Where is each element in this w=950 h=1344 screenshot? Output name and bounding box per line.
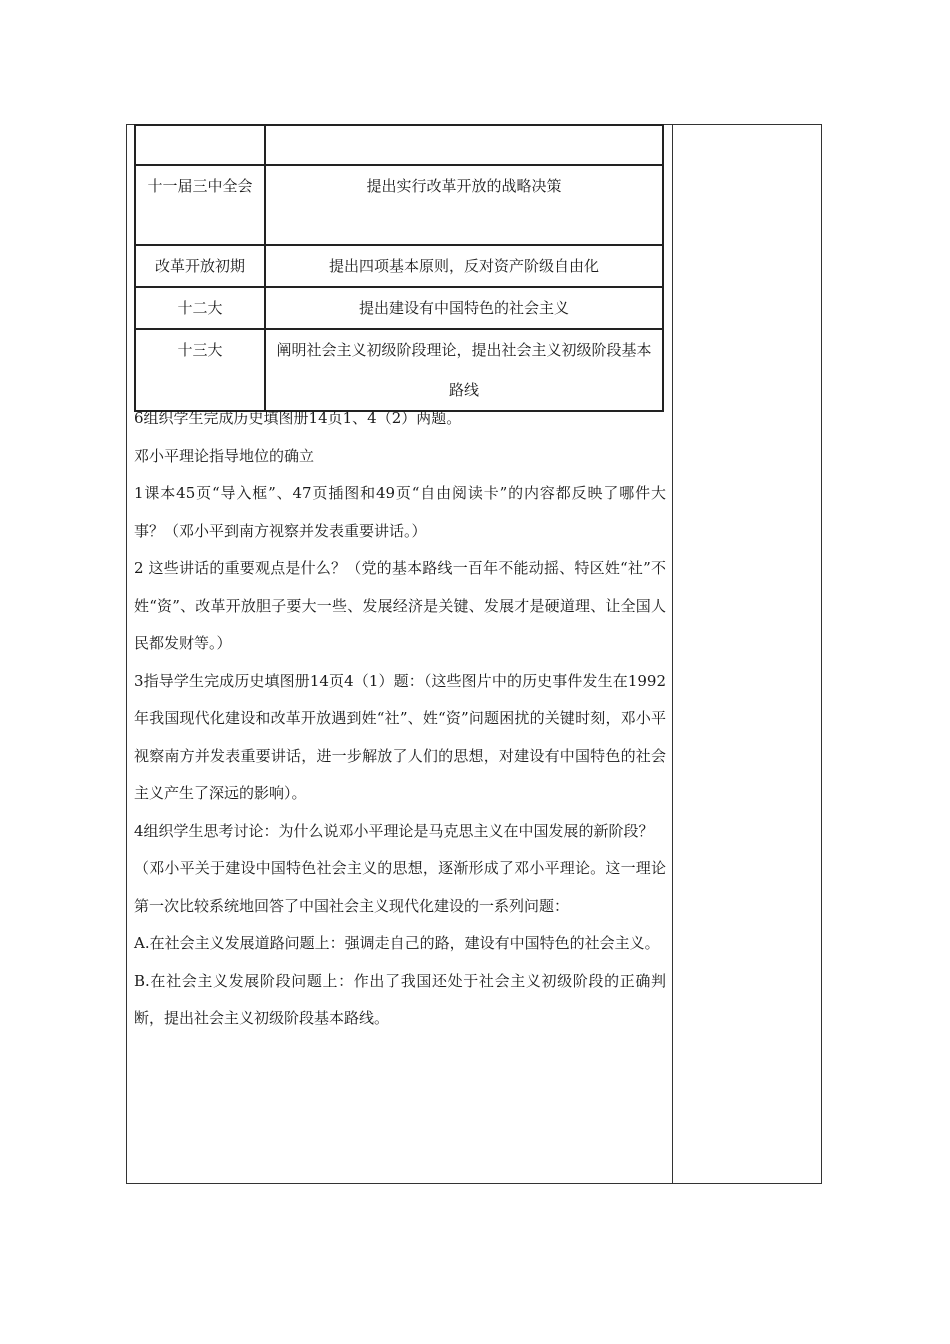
content-cell: 提出实行改革开放的战略决策	[265, 165, 663, 245]
table-row	[135, 329, 663, 411]
paragraph: 4组织学生思考讨论：为什么说邓小平理论是马克思主义在中国发展的新阶段？	[134, 821, 654, 840]
paragraph: 1课本45页“导入框”、47页插图和49页“自由阅读卡”的内容都反映了哪件大事？（邓小平到南方视察并发表重要讲话。）	[134, 484, 666, 540]
table-row	[135, 125, 663, 165]
content-cell	[265, 125, 663, 165]
paragraph: B.在社会主义发展阶段问题上：作出了我国还处于社会主义初级阶段的正确判断，提出社会主义初级阶段基本路线。	[134, 971, 666, 1027]
history-events-table	[134, 124, 664, 412]
section-heading: 邓小平理论指导地位的确立	[134, 446, 315, 465]
event-cell: 十二大	[135, 287, 265, 329]
content-cell: 阐明社会主义初级阶段理论，提出社会主义初级阶段基本路线	[265, 329, 663, 411]
content-cell: 提出四项基本原则，反对资产阶级自由化	[265, 245, 663, 287]
event-cell: 十一届三中全会	[135, 165, 265, 245]
paragraph: 6组织学生完成历史填图册14页1、4（2）两题。	[134, 409, 462, 427]
column-divider	[672, 124, 673, 1184]
paragraph: 3指导学生完成历史填图册14页4（1）题：（这些图片中的历史事件发生在1992年我国现代化建设和改革开放遇到姓“社”、姓“资”问题困扰的关键时刻，邓小平视察南方并发表重要讲话，进一步解放了人们的思想，对建设有中国特色的社会主义产生了深远的影响）。	[134, 671, 666, 802]
lesson-body	[134, 400, 666, 1038]
event-cell: 改革开放初期	[135, 245, 265, 287]
table-row	[135, 287, 663, 329]
paragraph: A.在社会主义发展道路问题上：强调走自己的路，建设有中国特色的社会主义。	[134, 934, 660, 952]
event-cell	[135, 125, 265, 165]
table-row	[135, 165, 663, 245]
paragraph: 2 这些讲话的重要观点是什么？（党的基本路线一百年不能动摇、特区姓“社”不姓“资”、改革开放胆子要大一些、发展经济是关键、发展才是硬道理、让全国人民都发财等。）	[134, 559, 666, 652]
table-row	[135, 245, 663, 287]
event-cell: 十三大	[135, 329, 265, 411]
content-cell: 提出建设有中国特色的社会主义	[265, 287, 663, 329]
paragraph: （邓小平关于建设中国特色社会主义的思想，逐渐形成了邓小平理论。这一理论第一次比较系统地回答了中国社会主义现代化建设的一系列问题：	[134, 859, 666, 915]
